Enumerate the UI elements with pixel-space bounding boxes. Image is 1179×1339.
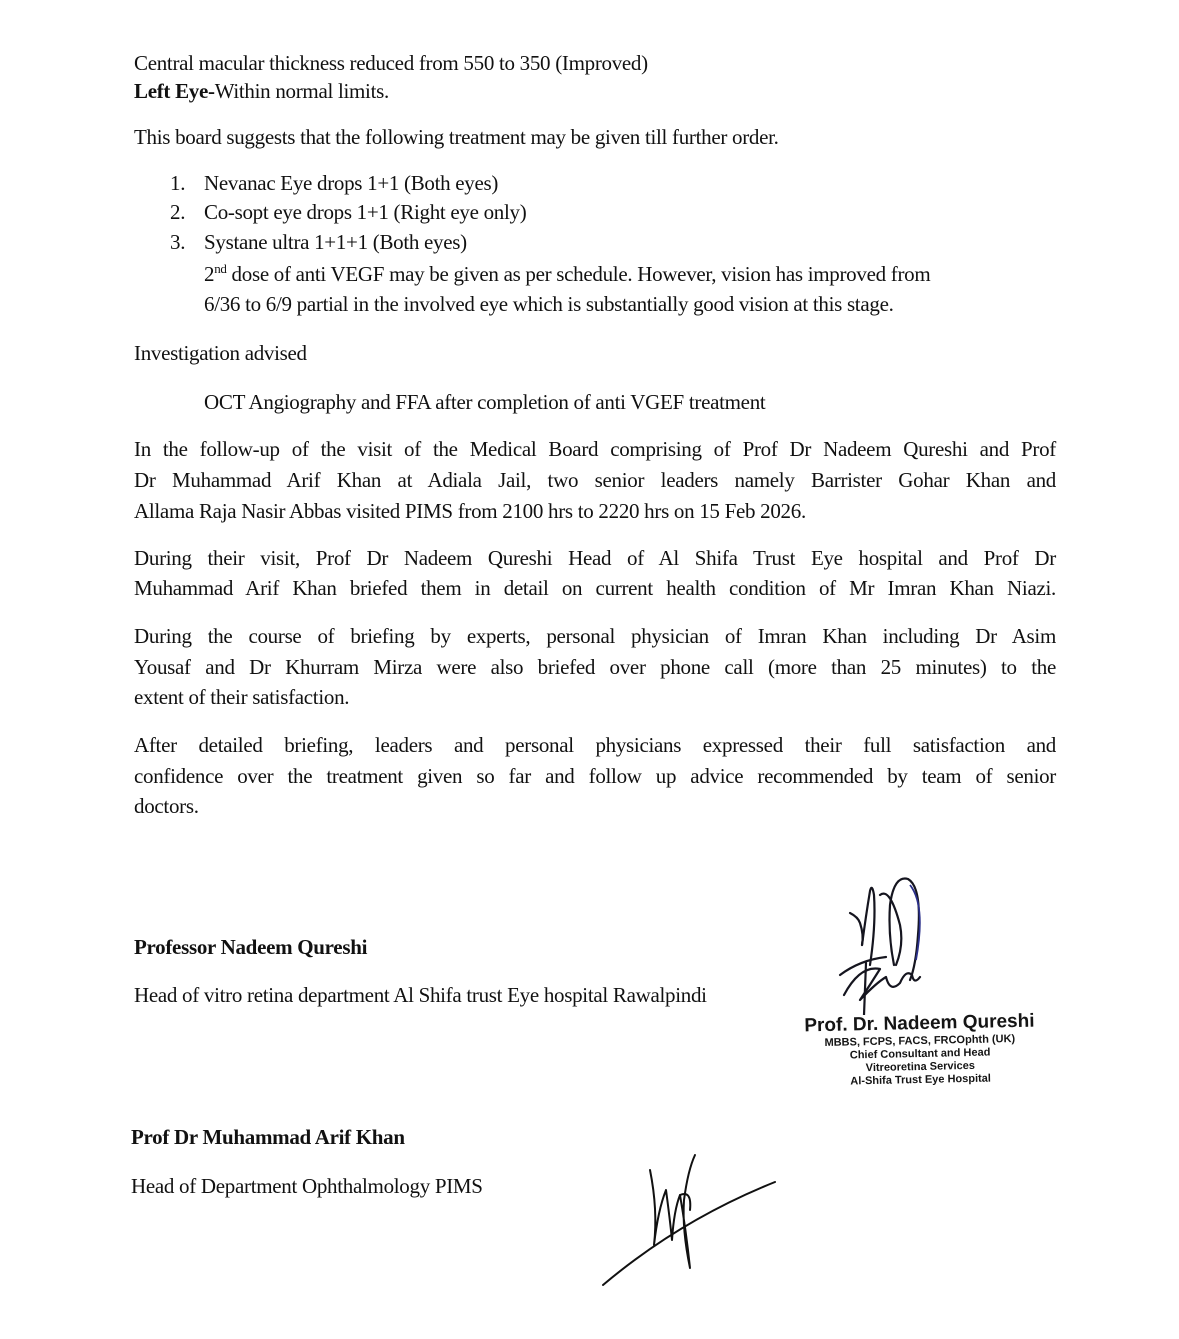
treatment-item-number: 1. [170,171,186,195]
treatment-item-number: 2. [170,200,186,224]
stamp-line: Al-Shifa Trust Eye Hospital [850,1072,992,1088]
treatment-item [170,171,185,196]
signatory-1-name: Professor Nadeem Qureshi [134,935,368,959]
paragraph-line: doctors. [134,794,199,818]
stamp-name: Prof. Dr. Nadeem Qureshi [804,1010,1035,1037]
stamp-line: Chief Consultant and Head [849,1046,991,1062]
left-eye-label: Left Eye- [134,79,215,103]
paragraph-line: confidence over the treatment given so far and follow up advice recommended by team of senior [134,764,1056,788]
paragraph-line: Allama Raja Nasir Abbas visited PIMS from 2100 hrs to 2220 hrs on 15 Feb 2026. [134,499,806,523]
treatment-note-line-2: 6/36 to 6/9 partial in the involved eye which is substantially good vision at this stage. [204,292,894,316]
paragraph-line: Muhammad Arif Khan briefed them in detail on current health condition of Mr Imran Khan Niazi. [134,576,1056,600]
treatment-note-line-1 [204,261,930,287]
signatory-1-title: Head of vitro retina department Al Shifa trust Eye hospital Rawalpindi [134,983,707,1007]
findings-line-left-eye [134,79,389,104]
treatment-item-text: Systane ultra 1+1+1 (Both eyes) [204,230,467,254]
paragraph-line: During their visit, Prof Dr Nadeem Qureshi Head of Al Shifa Trust Eye hospital and Prof Dr [134,546,1056,570]
stamp-line: Vitreoretina Services [865,1059,976,1075]
paragraph-line: During the course of briefing by experts, personal physician of Imran Khan including Dr Asim [134,624,1056,648]
treatment-item-text: Nevanac Eye drops 1+1 (Both eyes) [204,171,499,195]
investigation-text: OCT Angiography and FFA after completion of anti VGEF treatment [204,390,766,414]
left-eye-value: Within normal limits. [214,79,389,103]
paragraph-line: extent of their satisfaction. [134,685,350,709]
stamp-line: MBBS, FCPS, FACS, FRCOphth (UK) [824,1033,1016,1049]
note-ordinal: 2 [204,262,215,286]
findings-line-central-macular: Central macular thickness reduced from 550 to 350 (Improved) [134,51,648,75]
note-ordinal-suffix: nd [214,261,227,276]
doctor-stamp [789,1010,1050,1089]
paragraph-line: Dr Muhammad Arif Khan at Adiala Jail, two senior leaders namely Barrister Gohar Khan and [134,468,1056,492]
signature-2-icon [600,1150,790,1300]
paragraph-line: Yousaf and Dr Khurram Mirza were also briefed over phone call (more than 25 minutes) to the [134,655,1056,679]
note-text: dose of anti VEGF may be given as per schedule. However, vision has improved from [226,262,931,286]
treatment-item [170,200,185,225]
treatment-item-number: 3. [170,230,186,254]
treatment-item-text: Co-sopt eye drops 1+1 (Right eye only) [204,200,527,224]
paragraph-line: After detailed briefing, leaders and personal physicians expressed their full satisfaction and [134,733,1056,757]
signature-1-icon [830,865,980,1015]
investigation-heading: Investigation advised [134,341,307,365]
treatment-intro: This board suggests that the following treatment may be given till further order. [134,125,779,149]
signatory-2-title: Head of Department Ophthalmology PIMS [131,1174,483,1198]
signatory-2-name: Prof Dr Muhammad Arif Khan [131,1125,405,1149]
paragraph-line: In the follow-up of the visit of the Medical Board comprising of Prof Dr Nadeem Qureshi and Prof [134,437,1056,461]
treatment-item [170,230,185,255]
